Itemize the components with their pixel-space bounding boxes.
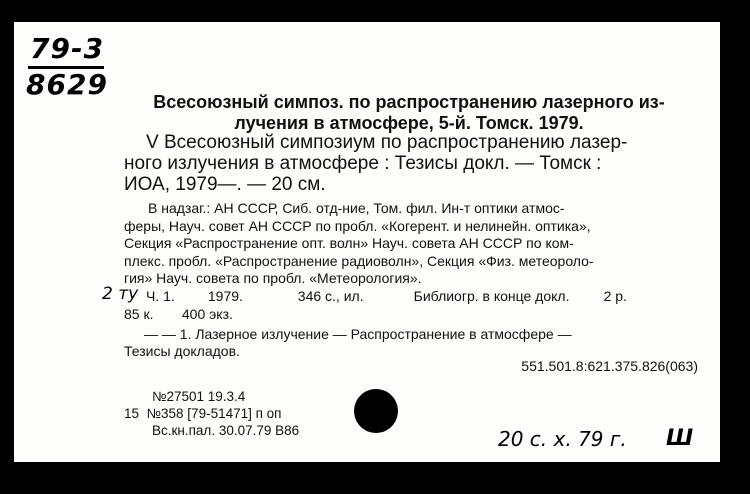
title-line2: ного излучения в атмосфере : Тезисы докл. — Томск :	[124, 153, 602, 174]
registration-line3: Вс.кн.пал. 30.07.79 В86	[152, 423, 300, 438]
registration-line1: №27501 19.3.4	[152, 389, 246, 404]
punch-hole	[354, 389, 398, 433]
volume-price-cont: 85 к.	[124, 306, 154, 322]
volume-description-cont	[124, 306, 684, 323]
card-heading	[124, 92, 694, 134]
tracing-line2: Тезисы докладов.	[124, 343, 240, 359]
registration-line2: №358 [79-51471] п оп	[146, 406, 282, 421]
handwritten-date: 20 с. х. 79 г.	[498, 427, 627, 451]
note-line4: плекс. пробл. «Распространение радиоволн», Секция «Физ. метеороло-	[124, 252, 594, 269]
volume-year: 1979.	[207, 288, 243, 304]
udc-classification: 551.501.8:621.375.826(063)	[521, 358, 698, 374]
heading-line2: лучения в атмосфере, 5-й. Томск. 1979.	[234, 113, 584, 133]
note-line2: феры, Науч. совет АН СССР по пробл. «Когерент. и нелинейн. оптика»,	[124, 217, 591, 234]
call-number-line2: 8629	[26, 68, 108, 101]
catalog-card	[14, 22, 720, 462]
title-line3: ИОА, 1979—. — 20 см.	[124, 174, 326, 195]
call-number-line1: 79-3	[30, 32, 105, 65]
note-line1: В надзаг.: АН СССР, Сиб. отд-ние, Том. фил. Ин-т оптики атмос-	[148, 200, 565, 216]
volume-description	[146, 288, 706, 305]
handwritten-margin-note: 2 ту	[102, 284, 139, 304]
title-statement	[124, 132, 704, 195]
subject-tracing	[124, 326, 704, 360]
handwritten-signature: Ш	[666, 426, 694, 451]
volume-part: Ч. 1.	[146, 288, 175, 304]
title-line1: V Всесоюзный симпозиум по распространению лазер-	[146, 132, 628, 153]
heading-line1: Всесоюзный симпоз. по распространению лазерного из-	[153, 92, 665, 112]
note-line5: гия» Науч. совета по пробл. «Метеорология».	[124, 270, 422, 287]
registration-prefix: 15	[124, 406, 140, 421]
bibliographic-note	[124, 200, 704, 288]
volume-price: 2 р.	[603, 288, 627, 304]
note-line3: Секция «Распространение опт. волн» Науч. совета АН СССР по ком-	[124, 235, 574, 252]
registration-block	[124, 388, 299, 439]
tracing-line1: — — 1. Лазерное излучение — Распространение в атмосфере —	[144, 326, 572, 342]
volume-copies: 400 экз.	[181, 306, 233, 322]
volume-biblio: Библиогр. в конце докл.	[413, 288, 570, 304]
volume-pages: 346 с., ил.	[297, 288, 364, 304]
